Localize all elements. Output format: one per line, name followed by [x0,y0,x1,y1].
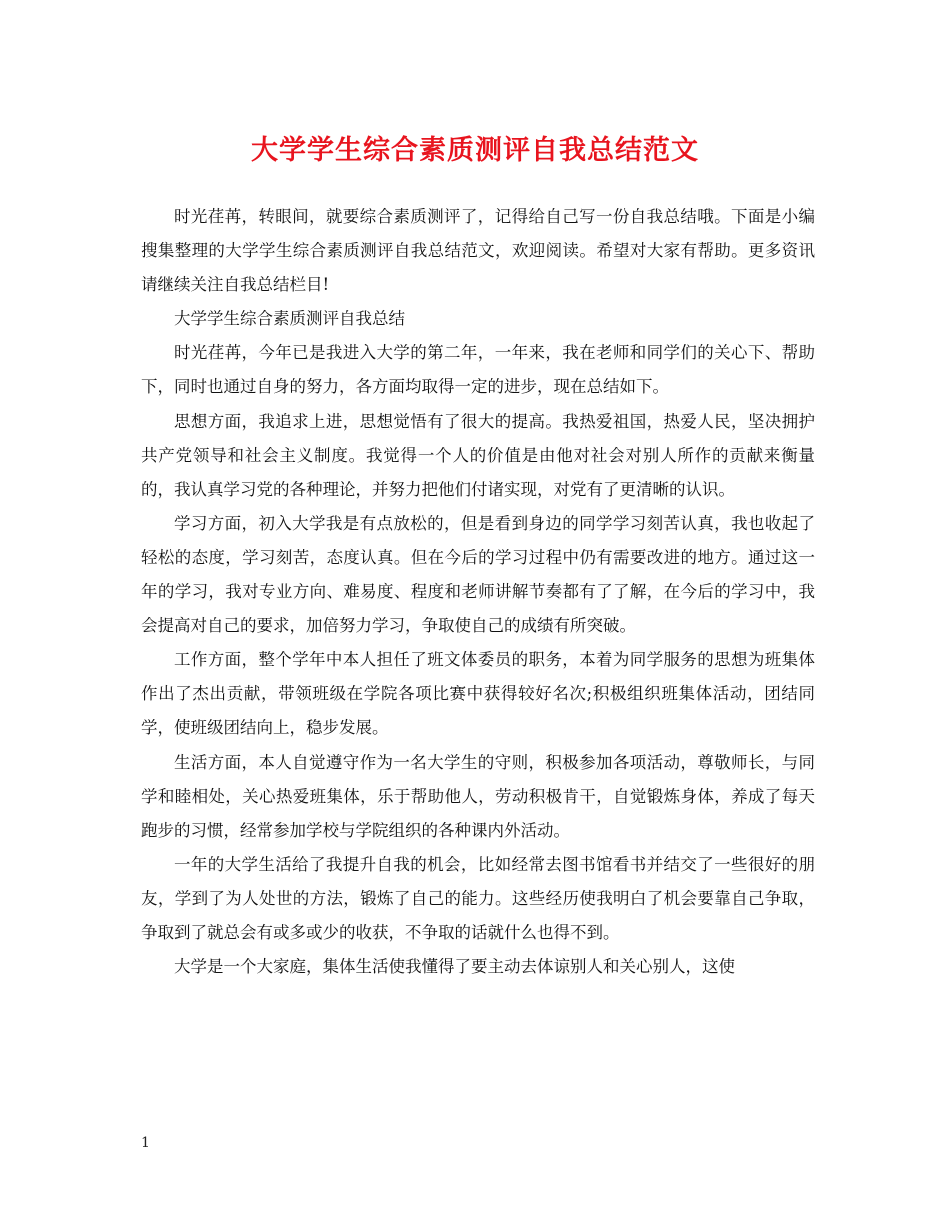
paragraph-overview: 时光荏苒，今年已是我进入大学的第二年，一年来，我在老师和同学们的关心下、帮助下，同时也通过自身的努力，各方面均取得一定的进步，现在总结如下。 [141,343,815,397]
page-number: 1 [141,1135,150,1151]
paragraph-growth: 一年的大学生活给了我提升自我的机会，比如经常去图书馆看书并结交了一些很好的朋友，学到了为人处世的方法，锻炼了自己的能力。这些经历使我明白了机会要靠自己争取，争取到了就总会有或多或少的收获，不争取的话就什么也得不到。 [141,854,815,942]
document-body [141,200,815,984]
paragraph-study: 学习方面，初入大学我是有点放松的，但是看到身边的同学学习刻苦认真，我也收起了轻松的态度，学习刻苦，态度认真。但在今后的学习过程中仍有需要改进的地方。通过这一年的学习，我对专业方向、难易度、程度和老师讲解节奏都有了了解，在今后的学习中，我会提高对自己的要求，加倍努力学习，争取使自己的成绩有所突破。 [141,513,815,636]
document-title: 大学学生综合素质测评自我总结范文 [251,135,699,166]
paragraph-family: 大学是一个大家庭，集体生活使我懂得了要主动去体谅别人和关心别人，这使 [174,957,735,977]
paragraph-life: 生活方面，本人自觉遵守作为一名大学生的守则，积极参加各项活动，尊敬师长，与同学和睦相处，关心热爱班集体，乐于帮助他人，劳动积极肯干，自觉锻炼身体，养成了每天跑步的习惯，经常参加学校与学院组织的各种课内外活动。 [141,752,815,840]
paragraph-ideology: 思想方面，我追求上进，思想觉悟有了很大的提高。我热爱祖国，热爱人民，坚决拥护共产党领导和社会主义制度。我觉得一个人的价值是由他对社会对别人所作的贡献来衡量的，我认真学习党的各种理论，并努力把他们付诸实现，对党有了更清晰的认识。 [141,411,815,499]
paragraph-work: 工作方面，整个学年中本人担任了班文体委员的职务，本着为同学服务的思想为班集体作出了杰出贡献，带领班级在学院各项比赛中获得较好名次;积极组织班集体活动，团结同学，使班级团结向上，稳步发展。 [141,650,815,738]
intro-paragraph: 时光荏苒，转眼间，就要综合素质测评了，记得给自己写一份自我总结哦。下面是小编搜集整理的大学学生综合素质测评自我总结范文，欢迎阅读。希望对大家有帮助。更多资讯请继续关注自我总结栏目! [141,207,815,295]
section-heading: 大学学生综合素质测评自我总结 [174,309,405,329]
